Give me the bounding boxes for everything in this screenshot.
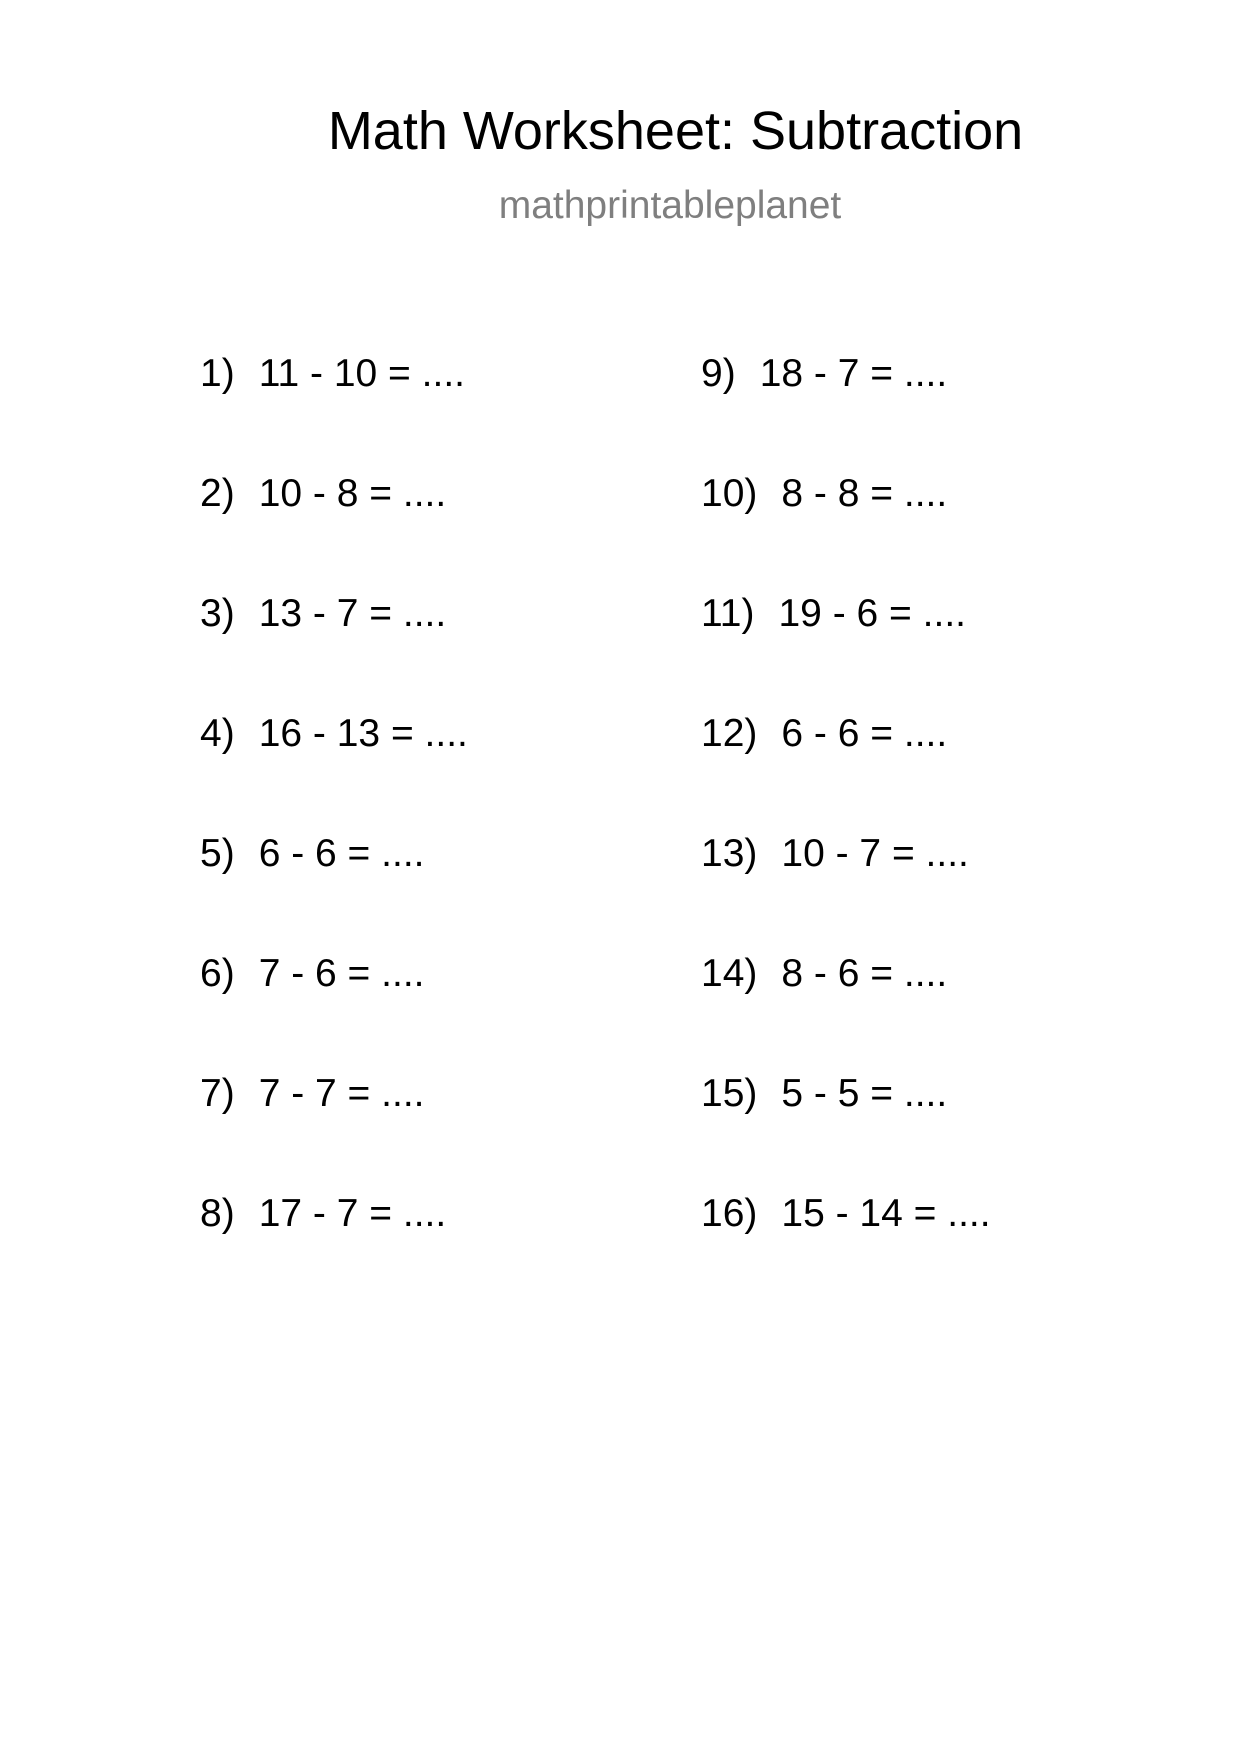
problem-15 [701, 1072, 1161, 1192]
problem-1 [200, 352, 660, 472]
problem-expression: 11 - 10 = .... [258, 352, 465, 395]
problem-number: 6) [200, 952, 235, 995]
problem-number: 15) [701, 1072, 758, 1115]
problem-7 [200, 1072, 660, 1192]
problem-4 [200, 712, 660, 832]
problem-number: 10) [701, 472, 758, 515]
problem-10 [701, 472, 1161, 592]
problem-expression: 6 - 6 = .... [258, 832, 425, 875]
worksheet-title: Math Worksheet: Subtraction [327, 101, 1024, 161]
problem-number: 5) [200, 832, 235, 875]
problem-number: 2) [200, 472, 235, 515]
problem-expression: 10 - 8 = .... [258, 472, 447, 515]
problem-expression: 16 - 13 = .... [258, 712, 468, 755]
problem-number: 3) [200, 592, 235, 635]
problem-3 [200, 592, 660, 712]
problem-expression: 18 - 7 = .... [759, 352, 948, 395]
problem-number: 12) [701, 712, 758, 755]
problem-number: 7) [200, 1072, 235, 1115]
problem-column-left [200, 352, 660, 1312]
problem-16 [701, 1192, 1161, 1312]
problem-number: 16) [701, 1192, 758, 1235]
problem-2 [200, 472, 660, 592]
problem-11 [701, 592, 1161, 712]
problem-12 [701, 712, 1161, 832]
problem-expression: 19 - 6 = .... [778, 592, 967, 635]
problem-number: 14) [701, 952, 758, 995]
problem-number: 4) [200, 712, 235, 755]
worksheet-subtitle: mathprintableplanet [498, 184, 842, 227]
problem-number: 13) [701, 832, 758, 875]
problem-expression: 15 - 14 = .... [781, 1192, 991, 1235]
problem-number: 1) [200, 352, 235, 395]
problem-number: 9) [701, 352, 736, 395]
problem-13 [701, 832, 1161, 952]
problem-8 [200, 1192, 660, 1312]
problem-5 [200, 832, 660, 952]
problem-expression: 10 - 7 = .... [781, 832, 969, 875]
problem-expression: 7 - 7 = .... [258, 1072, 425, 1115]
problem-9 [701, 352, 1161, 472]
problem-expression: 6 - 6 = .... [781, 712, 948, 755]
problem-6 [200, 952, 660, 1072]
problem-expression: 17 - 7 = .... [258, 1192, 447, 1235]
problem-expression: 5 - 5 = .... [781, 1072, 948, 1115]
problem-number: 11) [701, 592, 755, 635]
problem-expression: 8 - 8 = .... [781, 472, 948, 515]
problem-number: 8) [200, 1192, 235, 1235]
problem-column-right [701, 352, 1161, 1312]
problem-expression: 13 - 7 = .... [258, 592, 447, 635]
problem-expression: 7 - 6 = .... [258, 952, 425, 995]
problem-expression: 8 - 6 = .... [781, 952, 948, 995]
problem-14 [701, 952, 1161, 1072]
